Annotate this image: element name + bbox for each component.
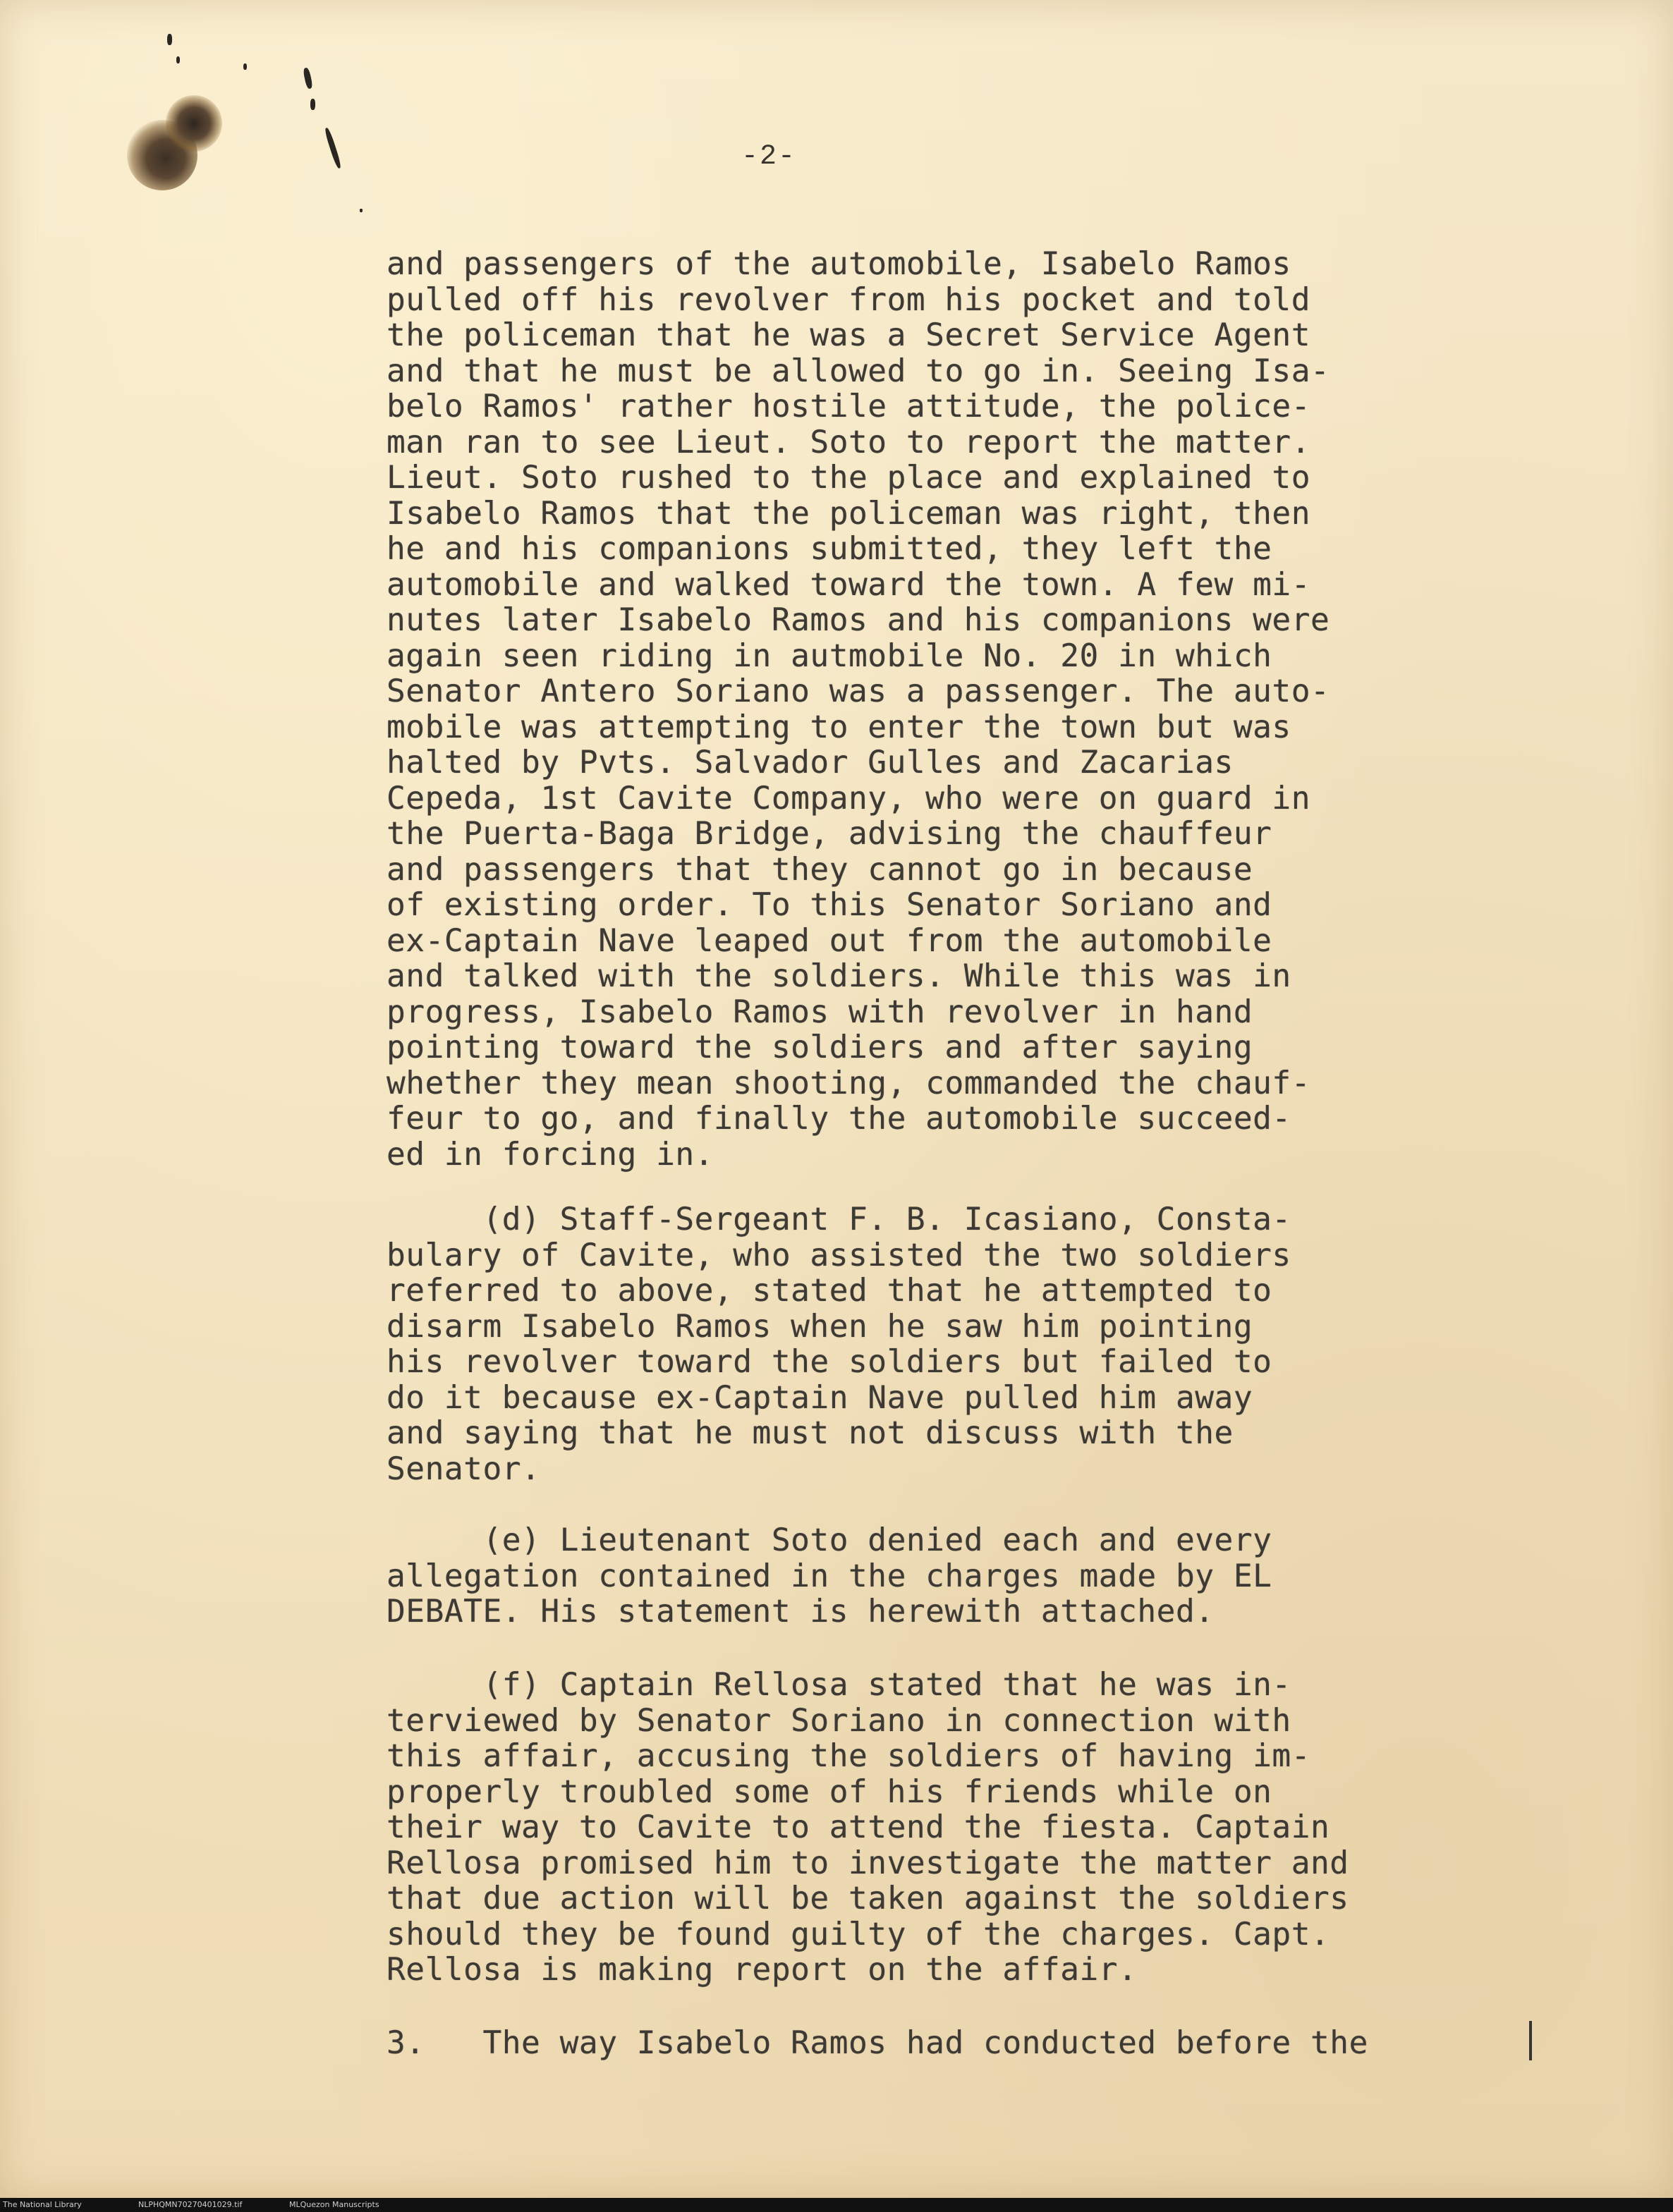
text-line: of existing order. To this Senator Soriano and — [387, 887, 1272, 923]
text-line: ex-Captain Nave leaped out from the automobile — [387, 922, 1272, 959]
speck — [243, 63, 247, 70]
text-line: halted by Pvts. Salvador Gulles and Zacarias — [387, 745, 1234, 781]
text-line: the policeman that he was a Secret Service Agent — [387, 317, 1310, 353]
archive-footer — [0, 2198, 1673, 2212]
text-line: belo Ramos' rather hostile attitude, the police- — [387, 389, 1310, 424]
text-line: properly troubled some of his friends while on — [387, 1773, 1272, 1810]
text-line: bulary of Cavite, who assisted the two soldiers — [387, 1237, 1291, 1273]
text-line: and passengers of the automobile, Isabelo Ramos — [387, 246, 1291, 282]
text-line: (f) Captain Rellosa stated that he was in- — [387, 1667, 1291, 1703]
speck — [303, 67, 313, 89]
text-line: that due action will be taken against the soldiers — [387, 1881, 1349, 1917]
speck — [360, 209, 363, 212]
footer-collection: MLQuezon Manuscripts — [289, 2200, 379, 2209]
text-line: whether they mean shooting, commanded the chauf- — [387, 1065, 1310, 1101]
text-line: he and his companions submitted, they left the — [387, 531, 1272, 567]
ink-stain-small — [166, 95, 222, 152]
text-line: this affair, accusing the soldiers of having im- — [387, 1738, 1310, 1774]
text-line: Senator Antero Soriano was a passenger. The auto- — [387, 673, 1330, 709]
text-line: pulled off his revolver from his pocket and told — [387, 281, 1310, 318]
text-line: the Puerta-Baga Bridge, advising the chauffeur — [387, 816, 1272, 852]
text-line: Rellosa is making report on the affair. — [387, 1952, 1138, 1988]
text-line: again seen riding in autmobile No. 20 in which — [387, 637, 1272, 674]
text-line: pointing toward the soldiers and after saying — [387, 1029, 1253, 1065]
footer-filename: NLPHQMN70270401029.tif — [138, 2200, 243, 2209]
text-line: (d) Staff-Sergeant F. B. Icasiano, Consta- — [387, 1202, 1291, 1238]
text-line: and talked with the soldiers. While this was in — [387, 958, 1291, 994]
paragraph-continued — [387, 247, 1473, 1173]
margin-pencil-mark — [1529, 2021, 1532, 2060]
text-line: referred to above, stated that he attempted to — [387, 1273, 1272, 1309]
text-line: DEBATE. His statement is herewith attached. — [387, 1594, 1215, 1630]
speck — [324, 127, 342, 169]
text-line: (e) Lieutenant Soto denied each and every — [387, 1522, 1272, 1558]
footer-library: The National Library — [3, 2200, 82, 2209]
text-line: Isabelo Ramos that the policeman was right, then — [387, 495, 1310, 532]
paragraph-e — [387, 1523, 1473, 1630]
text-line: and passengers that they cannot go in because — [387, 851, 1253, 888]
text-line: Cepeda, 1st Cavite Company, who were on guard in — [387, 780, 1310, 817]
text-line: man ran to see Lieut. Soto to report the matter. — [387, 424, 1310, 460]
text-line: 3. The way Isabelo Ramos had conducted before the — [387, 2025, 1368, 2061]
speck — [310, 99, 315, 110]
text-line: feur to go, and finally the automobile succeed- — [387, 1101, 1291, 1137]
text-line: and saying that he must not discuss with the — [387, 1415, 1234, 1451]
text-line: allegation contained in the charges made by EL — [387, 1558, 1272, 1594]
text-line: Rellosa promised him to investigate the matter and — [387, 1845, 1349, 1881]
text-line: do it because ex-Captain Nave pulled him away — [387, 1379, 1253, 1416]
text-line: progress, Isabelo Ramos with revolver in hand — [387, 994, 1253, 1030]
text-line: nutes later Isabelo Ramos and his companions were — [387, 602, 1330, 638]
text-line: should they be found guilty of the charges. Capt. — [387, 1916, 1330, 1953]
text-line: Senator. — [387, 1450, 541, 1487]
text-line: his revolver toward the soldiers but failed to — [387, 1344, 1272, 1380]
text-line: automobile and walked toward the town. A few mi- — [387, 566, 1310, 603]
text-line: disarm Isabelo Ramos when he saw him pointing — [387, 1308, 1253, 1345]
paragraph-d — [387, 1202, 1473, 1487]
text-line: mobile was attempting to enter the town but was — [387, 709, 1291, 745]
speck — [167, 34, 172, 45]
text-line: terviewed by Senator Soriano in connection with — [387, 1702, 1291, 1739]
text-line: and that he must be allowed to go in. Seeing Isa- — [387, 353, 1330, 389]
speck — [176, 56, 180, 63]
paragraph-f — [387, 1668, 1473, 1988]
page-number: -2- — [741, 141, 796, 173]
text-line: Lieut. Soto rushed to the place and explained to — [387, 460, 1310, 496]
text-line: ed in forcing in. — [387, 1136, 714, 1173]
text-line: their way to Cavite to attend the fiesta. Captain — [387, 1809, 1330, 1845]
ink-stain-large — [127, 120, 197, 190]
paragraph-3 — [387, 2026, 1473, 2062]
